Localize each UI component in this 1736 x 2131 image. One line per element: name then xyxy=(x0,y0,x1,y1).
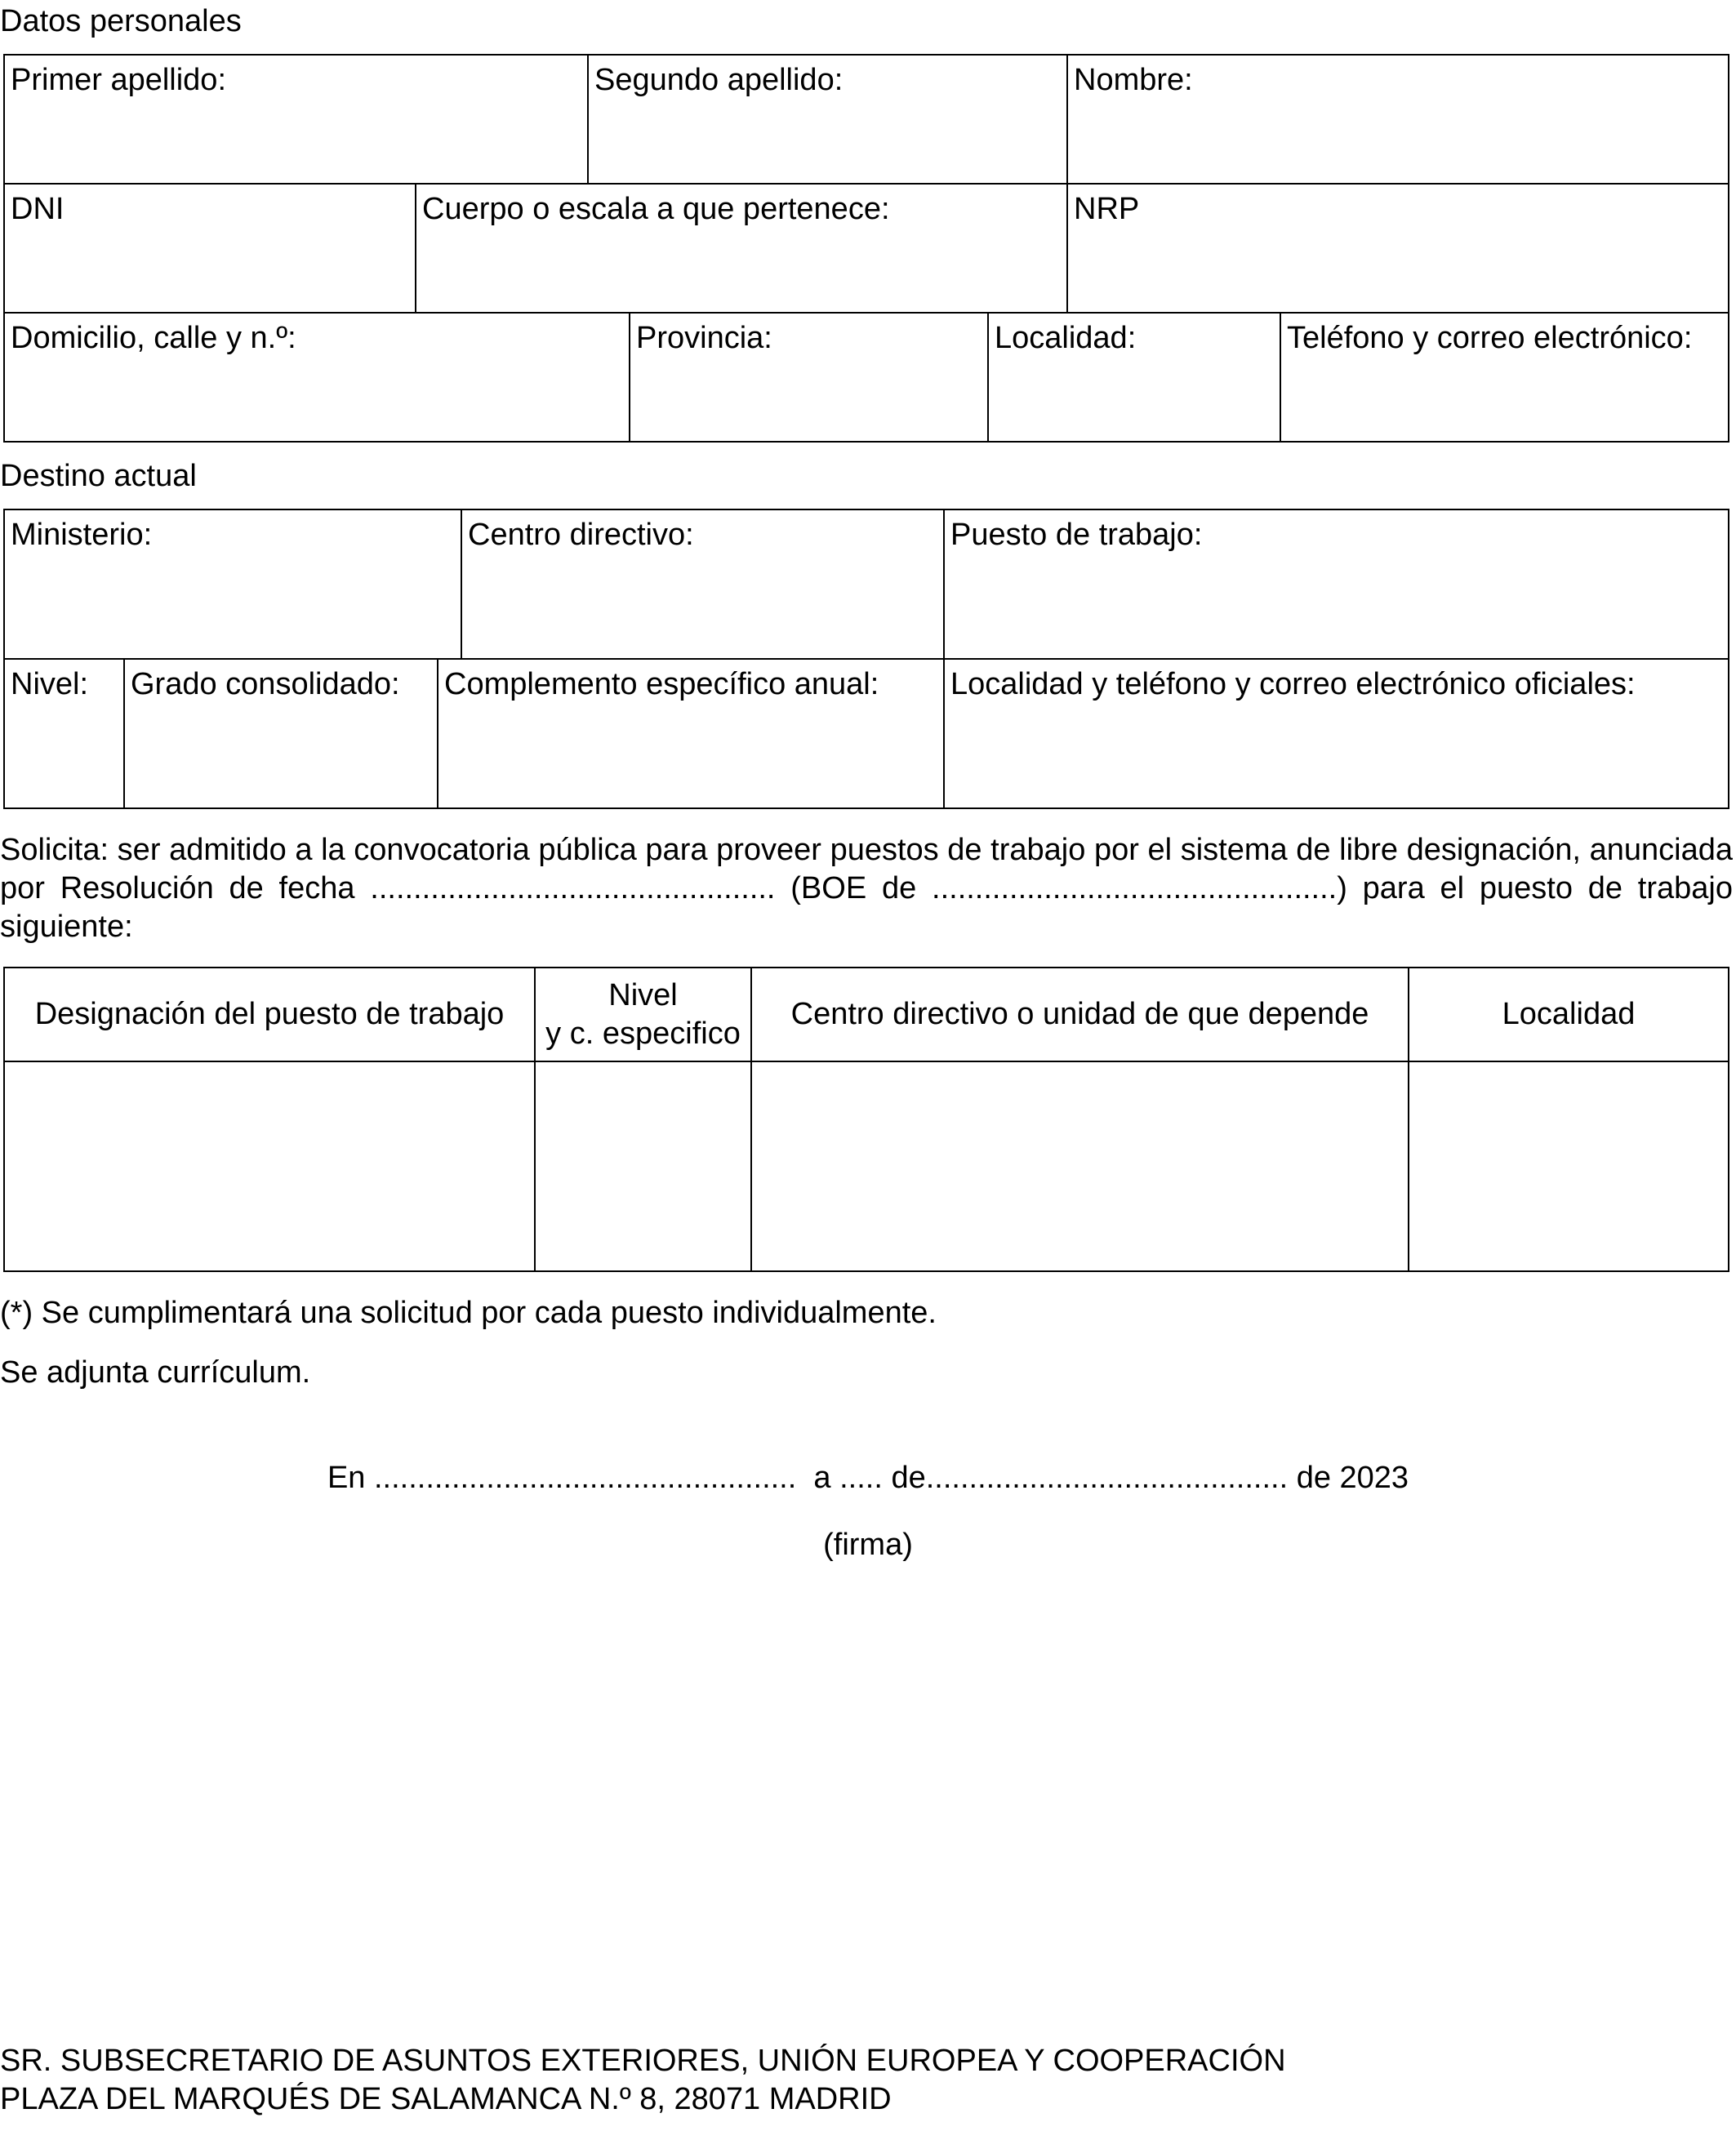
field-label-dni: DNI xyxy=(11,192,65,226)
table-header-centro-directivo: Centro directivo o unidad de que depende xyxy=(750,967,1409,1062)
table-cell-designacion[interactable] xyxy=(3,1061,536,1272)
destinatario-linea-2: PLAZA DEL MARQUÉS DE SALAMANCA N.º 8, 28071 MADRID xyxy=(0,2082,892,2116)
field-grado-consolidado[interactable] xyxy=(123,658,438,809)
table-cell-centro-directivo[interactable] xyxy=(750,1061,1409,1272)
field-cuerpo-escala[interactable] xyxy=(415,183,1068,314)
section-title-datos-personales: Datos personales xyxy=(0,4,242,38)
field-nrp[interactable] xyxy=(1066,183,1729,314)
solicita-paragraph: Solicita: ser admitido a la convocatoria pública para proveer puestos de trabajo por el sistema de libre designación, anunciada por Resolución de fecha ............................................... (BOE de ...............................................) para el puesto de trabajo siguiente: xyxy=(0,833,1733,944)
field-domicilio[interactable] xyxy=(3,312,630,443)
destinatario-linea-1: SR. SUBSECRETARIO DE ASUNTOS EXTERIORES, UNIÓN EUROPEA Y COOPERACIÓN xyxy=(0,2044,1286,2078)
field-label-complemento-especifico: Complemento específico anual: xyxy=(444,667,879,701)
field-label-primer-apellido: Primer apellido: xyxy=(11,63,226,97)
nota-solicitud: (*) Se cumplimentará una solicitud por cada puesto individualmente. xyxy=(0,1296,937,1330)
field-label-telefono-correo: Teléfono y correo electrónico: xyxy=(1287,321,1693,355)
firma-label: (firma) xyxy=(823,1528,913,1562)
field-label-grado-consolidado: Grado consolidado: xyxy=(131,667,400,701)
table-header-nivel: Nivel y c. especifico xyxy=(534,967,752,1062)
field-nivel[interactable] xyxy=(3,658,125,809)
table-cell-localidad[interactable] xyxy=(1408,1061,1729,1272)
field-label-nombre: Nombre: xyxy=(1074,63,1193,97)
field-ministerio[interactable] xyxy=(3,509,462,660)
field-label-domicilio: Domicilio, calle y n.º: xyxy=(11,321,296,355)
field-segundo-apellido[interactable] xyxy=(587,54,1068,185)
field-complemento-especifico[interactable] xyxy=(437,658,945,809)
table-header-localidad: Localidad xyxy=(1408,967,1729,1062)
field-label-ministerio: Ministerio: xyxy=(11,518,153,552)
section-title-destino-actual: Destino actual xyxy=(0,459,197,493)
field-puesto-trabajo[interactable] xyxy=(943,509,1729,660)
field-localidad[interactable] xyxy=(987,312,1281,443)
field-label-nivel: Nivel: xyxy=(11,667,89,701)
field-label-segundo-apellido: Segundo apellido: xyxy=(594,63,844,97)
adjunta-curriculum: Se adjunta currículum. xyxy=(0,1355,311,1390)
field-label-localidad-oficial: Localidad y teléfono y correo electrónico oficiales: xyxy=(950,667,1636,701)
field-centro-directivo[interactable] xyxy=(461,509,945,660)
field-nombre[interactable] xyxy=(1066,54,1729,185)
table-header-designacion: Designación del puesto de trabajo xyxy=(3,967,536,1062)
table-cell-nivel[interactable] xyxy=(534,1061,752,1272)
field-dni[interactable] xyxy=(3,183,416,314)
fecha-linea: En ................................................. a ..... de.......................................... de 2023 xyxy=(327,1461,1409,1495)
field-label-localidad: Localidad: xyxy=(995,321,1137,355)
field-primer-apellido[interactable] xyxy=(3,54,589,185)
field-label-provincia: Provincia: xyxy=(636,321,772,355)
field-telefono-correo[interactable] xyxy=(1280,312,1729,443)
field-label-puesto-trabajo: Puesto de trabajo: xyxy=(950,518,1203,552)
field-label-nrp: NRP xyxy=(1074,192,1140,226)
field-label-centro-directivo: Centro directivo: xyxy=(468,518,694,552)
field-label-cuerpo-escala: Cuerpo o escala a que pertenece: xyxy=(422,192,890,226)
field-localidad-oficial[interactable] xyxy=(943,658,1729,809)
field-provincia[interactable] xyxy=(629,312,989,443)
